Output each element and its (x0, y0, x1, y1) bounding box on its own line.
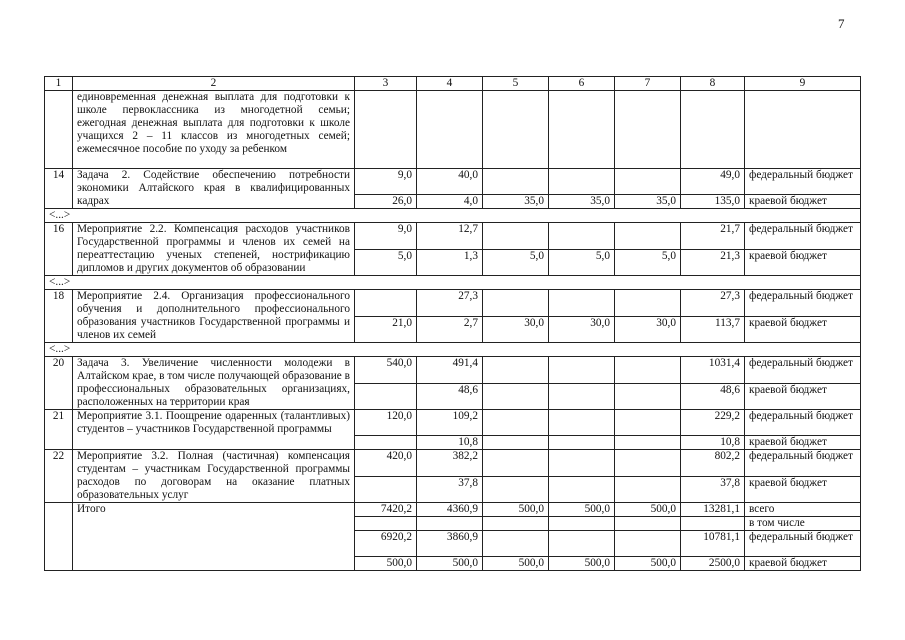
row-number: 20 (45, 357, 73, 410)
page-number: 7 (838, 16, 845, 31)
value-cell: 420,0 (355, 450, 417, 477)
value-cell: 21,0 (355, 316, 417, 343)
row-description: Мероприятие 2.2. Компенсация расходов участников Государственной программы и членов их семей на переаттестацию ученых степеней, нострификацию дипломов и других документов об образовании (73, 223, 355, 276)
value-cell (615, 410, 681, 436)
value-cell (355, 290, 417, 317)
budget-source: краевой бюджет (745, 249, 861, 276)
value-cell (355, 436, 417, 450)
value-cell (483, 383, 549, 410)
total-cell: 802,2 (681, 450, 745, 477)
total-cell: 37,8 (681, 476, 745, 503)
header-cell: 4 (417, 77, 483, 91)
value-cell: 500,0 (483, 557, 549, 571)
value-cell: 500,0 (615, 503, 681, 517)
total-cell: 49,0 (681, 169, 745, 195)
header-cell: 5 (483, 77, 549, 91)
budget-source: краевой бюджет (745, 476, 861, 503)
value-cell (549, 290, 615, 317)
budget-source: краевой бюджет (745, 436, 861, 450)
value-cell (549, 531, 615, 557)
value-cell: 37,8 (417, 476, 483, 503)
value-cell (615, 436, 681, 450)
row-number: 14 (45, 169, 73, 209)
header-cell: 6 (549, 77, 615, 91)
value-cell: 5,0 (355, 249, 417, 276)
budget-source: федеральный бюджет (745, 450, 861, 477)
row-description: Мероприятие 3.2. Полная (частичная) компенсация студентам – участникам Государственной программы расходов по договорам на оказание платных образовательных услуг (73, 450, 355, 503)
header-cell: 3 (355, 77, 417, 91)
continued-description: единовременная денежная выплата для подготовки к школе первоклассника из многодетной семьи; ежегодная денежная выплата для подготовки к школе учащихся 2 – 11 классов из многодетных семей; ежемесячное пособие по уходу за ребенком (73, 91, 355, 169)
budget-source: краевой бюджет (745, 195, 861, 209)
value-cell (355, 476, 417, 503)
header-row (45, 77, 861, 91)
value-cell: 500,0 (615, 557, 681, 571)
value-cell: 540,0 (355, 357, 417, 384)
ellipsis-row (45, 209, 861, 223)
value-cell (615, 290, 681, 317)
ellipsis: <...> (45, 209, 861, 223)
total-cell: 113,7 (681, 316, 745, 343)
value-cell: 500,0 (549, 557, 615, 571)
budget-source: всего (745, 503, 861, 517)
row-description: Мероприятие 2.4. Организация профессионального обучения и дополнительного профессионального образования участников Государственной программы и членов их семей (73, 290, 355, 343)
value-cell: 9,0 (355, 223, 417, 250)
value-cell: 12,7 (417, 223, 483, 250)
table-row (45, 357, 861, 384)
budget-source: в том числе (745, 517, 861, 531)
value-cell: 5,0 (615, 249, 681, 276)
header-cell: 2 (73, 77, 355, 91)
value-cell: 26,0 (355, 195, 417, 209)
value-cell (483, 169, 549, 195)
value-cell: 48,6 (417, 383, 483, 410)
value-cell (615, 357, 681, 384)
value-cell: 5,0 (483, 249, 549, 276)
header-cell: 8 (681, 77, 745, 91)
value-cell (483, 436, 549, 450)
total-cell: 27,3 (681, 290, 745, 317)
row-number: 16 (45, 223, 73, 276)
total-cell: 13281,1 (681, 503, 745, 517)
table-row (45, 169, 861, 195)
value-cell (615, 169, 681, 195)
total-cell: 2500,0 (681, 557, 745, 571)
row-number: 18 (45, 290, 73, 343)
value-cell: 9,0 (355, 169, 417, 195)
value-cell (549, 476, 615, 503)
value-cell (615, 223, 681, 250)
value-cell: 120,0 (355, 410, 417, 436)
table-row (45, 450, 861, 477)
total-label: Итого (73, 503, 355, 571)
budget-source: федеральный бюджет (745, 223, 861, 250)
value-cell: 30,0 (615, 316, 681, 343)
ellipsis-row (45, 276, 861, 290)
value-cell: 3860,9 (417, 531, 483, 557)
row-number: 21 (45, 410, 73, 450)
value-cell (549, 357, 615, 384)
table-row (45, 91, 861, 169)
program-funding-table (44, 76, 861, 571)
value-cell (483, 531, 549, 557)
value-cell (615, 476, 681, 503)
value-cell: 10,8 (417, 436, 483, 450)
value-cell: 500,0 (549, 503, 615, 517)
value-cell: 5,0 (549, 249, 615, 276)
value-cell (615, 450, 681, 477)
value-cell: 2,7 (417, 316, 483, 343)
value-cell (483, 290, 549, 317)
ellipsis: <...> (45, 276, 861, 290)
row-number: 22 (45, 450, 73, 503)
budget-source: краевой бюджет (745, 383, 861, 410)
value-cell: 382,2 (417, 450, 483, 477)
value-cell (549, 223, 615, 250)
value-cell: 35,0 (549, 195, 615, 209)
value-cell: 109,2 (417, 410, 483, 436)
value-cell: 35,0 (483, 195, 549, 209)
value-cell: 500,0 (483, 503, 549, 517)
value-cell: 40,0 (417, 169, 483, 195)
value-cell (549, 436, 615, 450)
value-cell: 500,0 (417, 557, 483, 571)
value-cell: 30,0 (483, 316, 549, 343)
value-cell (549, 383, 615, 410)
table-row (45, 290, 861, 317)
value-cell: 27,3 (417, 290, 483, 317)
value-cell: 7420,2 (355, 503, 417, 517)
header-cell: 7 (615, 77, 681, 91)
budget-source: федеральный бюджет (745, 410, 861, 436)
total-cell: 10,8 (681, 436, 745, 450)
total-cell: 135,0 (681, 195, 745, 209)
total-row (45, 503, 861, 517)
value-cell (615, 383, 681, 410)
header-cell: 1 (45, 77, 73, 91)
budget-source: федеральный бюджет (745, 357, 861, 384)
header-cell: 9 (745, 77, 861, 91)
row-description: Задача 2. Содействие обеспечению потребности экономики Алтайского края в квалифицированных кадрах (73, 169, 355, 209)
value-cell: 491,4 (417, 357, 483, 384)
total-cell: 1031,4 (681, 357, 745, 384)
value-cell: 1,3 (417, 249, 483, 276)
total-cell: 48,6 (681, 383, 745, 410)
value-cell (483, 357, 549, 384)
row-description: Мероприятие 3.1. Поощрение одаренных (талантливых) студентов – участников Государственной программы (73, 410, 355, 450)
total-cell: 229,2 (681, 410, 745, 436)
total-cell: 10781,1 (681, 531, 745, 557)
value-cell (483, 476, 549, 503)
ellipsis-row (45, 343, 861, 357)
total-cell: 21,7 (681, 223, 745, 250)
value-cell: 4,0 (417, 195, 483, 209)
value-cell (615, 531, 681, 557)
table-row (45, 410, 861, 436)
value-cell: 500,0 (355, 557, 417, 571)
budget-source: федеральный бюджет (745, 290, 861, 317)
value-cell: 30,0 (549, 316, 615, 343)
budget-source: краевой бюджет (745, 557, 861, 571)
value-cell (483, 450, 549, 477)
value-cell (483, 410, 549, 436)
value-cell (549, 169, 615, 195)
ellipsis: <...> (45, 343, 861, 357)
total-cell: 21,3 (681, 249, 745, 276)
table-row (45, 223, 861, 250)
value-cell: 35,0 (615, 195, 681, 209)
row-description: Задача 3. Увеличение численности молодежи в Алтайском крае, в том числе получающей образование в профессиональных образовательных организациях, расположенных на территории края (73, 357, 355, 410)
value-cell: 4360,9 (417, 503, 483, 517)
value-cell (483, 223, 549, 250)
budget-source: федеральный бюджет (745, 531, 861, 557)
value-cell (549, 450, 615, 477)
budget-source: федеральный бюджет (745, 169, 861, 195)
value-cell: 6920,2 (355, 531, 417, 557)
budget-source: краевой бюджет (745, 316, 861, 343)
value-cell (549, 410, 615, 436)
value-cell (355, 383, 417, 410)
